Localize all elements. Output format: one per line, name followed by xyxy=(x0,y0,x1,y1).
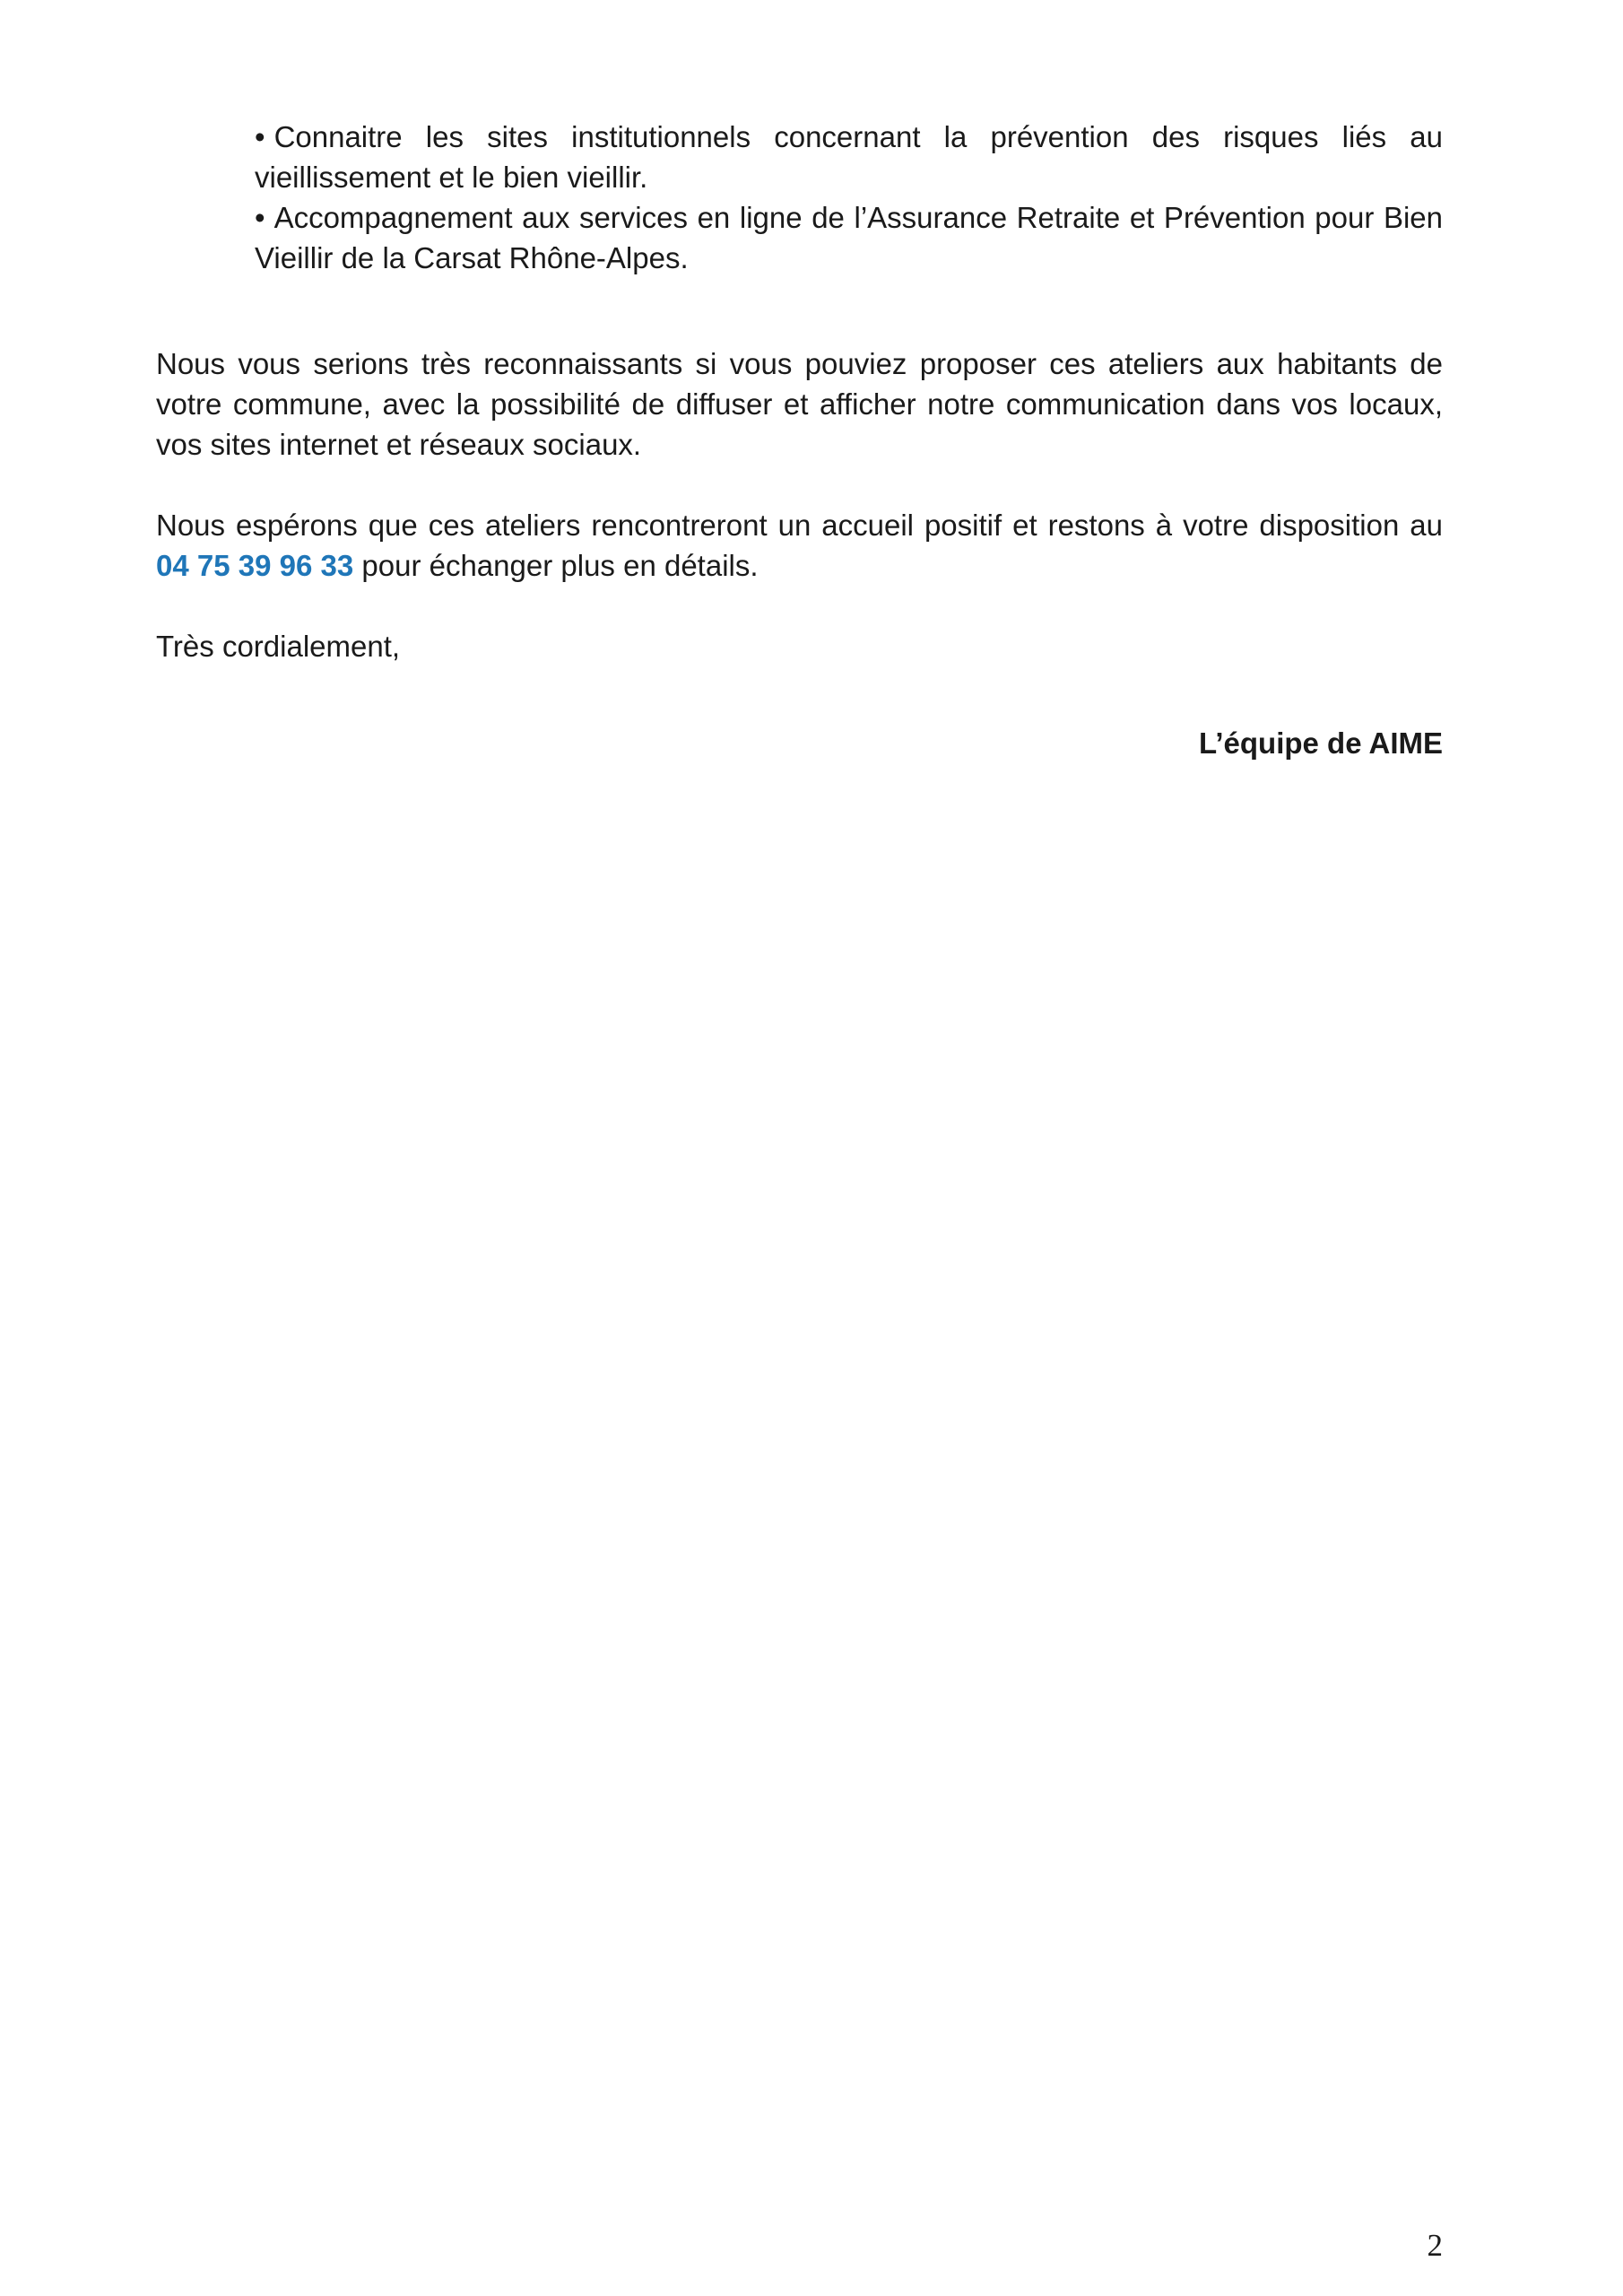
closing-salutation: Très cordialement, xyxy=(156,630,401,663)
bullet-text: Accompagnement aux services en ligne de l’Assurance Retraite et Prévention pour Bien Vieillir de la Carsat Rhône-Alpes. xyxy=(255,201,1443,274)
phone-number[interactable]: 04 75 39 96 33 xyxy=(156,549,354,582)
contact-text-after: pour échanger plus en détails. xyxy=(353,549,759,582)
bullet-item xyxy=(255,197,1443,278)
bullet-text: Connaitre les sites institutionnels concernant la prévention des risques liés au vieillissement et le bien vieillir. xyxy=(255,120,1443,194)
paragraph-contact xyxy=(156,505,1443,586)
bullet-item xyxy=(255,117,1443,197)
contact-text-before: Nous espérons que ces ateliers rencontreront un accueil positif et restons à votre disposition au xyxy=(156,509,1443,542)
bullet-symbol: • xyxy=(255,120,265,153)
bullet-symbol: • xyxy=(255,201,265,234)
page-number: 2 xyxy=(1427,2228,1443,2263)
signature: L’équipe de AIME xyxy=(1199,726,1443,760)
paragraph-request: Nous vous serions très reconnaissants si vous pouviez proposer ces ateliers aux habitants de votre commune, avec la possibilité de diffuser et afficher notre communication dans vos locaux, vos sites internet et réseaux sociaux. xyxy=(156,347,1443,461)
bullet-list xyxy=(255,117,1443,278)
